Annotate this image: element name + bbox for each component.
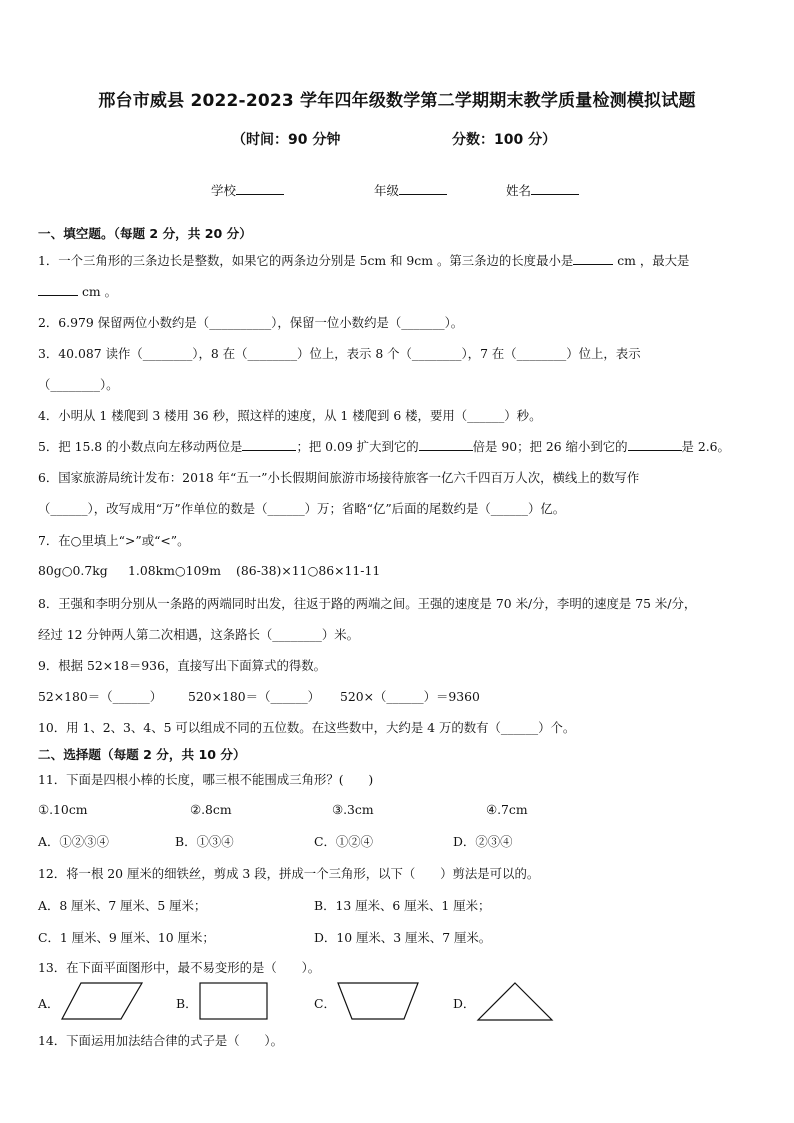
question-9: 9．根据 52×18＝936，直接写出下面算式的得数。 [38, 658, 327, 673]
q5-text-b: ；把 0.09 扩大到它的 [296, 439, 419, 454]
q13-option-b[interactable]: B． [176, 996, 198, 1011]
q5-blank-1[interactable] [242, 438, 296, 451]
question-10: 10．用 1、2、3、4、5 可以组成不同的五位数。在这些数中，大约是 4 万的数有（______）个。 [38, 720, 576, 735]
q5-blank-2[interactable] [419, 438, 473, 451]
question-6-line2: （______），改写成用“万”作单位的数是（______）万；省略“亿”后面的尾数约是（______）亿。 [38, 501, 566, 516]
q13-option-c[interactable]: C． [314, 996, 336, 1011]
q12-option-d[interactable]: D．10 厘米、3 厘米、7 厘米。 [314, 930, 492, 945]
trapezoid-shape [336, 981, 420, 1021]
question-12: 12．将一根 20 厘米的细铁丝，剪成 3 段，拼成一个三角形，以下（ ）剪法是可以的。 [38, 866, 540, 881]
name-field [506, 181, 579, 199]
question-7-item-b: 1.08km○109m [128, 563, 222, 578]
q12-option-b[interactable]: B．13 厘米、6 厘米、1 厘米； [314, 898, 491, 913]
q5-text-a: 5．把 15.8 的小数点向左移动两位是 [38, 439, 243, 454]
school-blank[interactable] [236, 182, 284, 195]
question-3-line1: 3．40.087 读作（________），8 在（________）位上，表示 8 个（________），7 在（________）位上，表示 [38, 346, 641, 361]
q12-option-a[interactable]: A．8 厘米、7 厘米、5 厘米； [38, 898, 207, 913]
question-7-item-a: 80g○0.7kg [38, 563, 108, 578]
q11-item-3: ③.3cm [332, 802, 374, 817]
q11-option-a[interactable]: A．①②③④ [38, 834, 109, 849]
rectangle-shape [198, 981, 270, 1021]
grade-blank[interactable] [399, 182, 447, 195]
question-1-line1 [38, 251, 689, 269]
school-label: 学校 [211, 183, 237, 198]
q1-text-c: cm 。 [78, 284, 117, 299]
q13-option-d[interactable]: D． [453, 996, 476, 1011]
q11-item-2: ②.8cm [190, 802, 232, 817]
q1-blank-max[interactable] [38, 283, 78, 296]
grade-label: 年级 [374, 183, 400, 198]
question-6-line1: 6．国家旅游局统计发布：2018 年“五一”小长假期间旅游市场接待旅客一亿六千四百万人次，横线上的数写作 [38, 470, 640, 485]
q11-option-d[interactable]: D．②③④ [453, 834, 513, 849]
question-8-line1: 8．王强和李明分别从一条路的两端同时出发，往返于路的两端之间。王强的速度是 70 米/分，李明的速度是 75 米/分， [38, 596, 697, 611]
q13-option-a[interactable]: A． [38, 996, 60, 1011]
question-2: 2．6.979 保留两位小数约是（__________），保留一位小数约是（_______）。 [38, 315, 464, 330]
exam-time: （时间：90 分钟 [232, 132, 341, 148]
q11-option-c[interactable]: C．①②④ [314, 834, 374, 849]
question-3-line2: （________）。 [38, 377, 119, 392]
section2-heading: 二、选择题（每题 2 分，共 10 分） [38, 747, 246, 762]
q1-text-a: 1．一个三角形的三条边长是整数，如果它的两条边分别是 5cm 和 9cm 。第三条边的长度最小是 [38, 253, 574, 268]
question-7: 7．在○里填上“>”或“<”。 [38, 533, 190, 548]
name-label: 姓名 [506, 183, 532, 198]
name-blank[interactable] [531, 182, 579, 195]
question-9-item-a: 52×180＝（______） [38, 689, 163, 704]
question-1-line2 [38, 282, 117, 300]
exam-score: 分数：100 分） [452, 132, 557, 148]
q11-item-4: ④.7cm [486, 802, 528, 817]
question-9-item-b: 520×180＝（______） [188, 689, 321, 704]
question-14: 14．下面运用加法结合律的式子是（ ）。 [38, 1033, 283, 1048]
q5-text-d: 是 2.6。 [681, 439, 730, 454]
q1-text-b: cm ，最大是 [613, 253, 690, 268]
grade-field [374, 181, 447, 199]
q11-item-1: ①.10cm [38, 802, 88, 817]
q12-option-c[interactable]: C．1 厘米、9 厘米、10 厘米； [38, 930, 215, 945]
q5-blank-3[interactable] [628, 438, 682, 451]
question-7-item-c: (86-38)×11○86×11-11 [236, 563, 381, 578]
question-8-line2: 经过 12 分钟两人第二次相遇，这条路长（________）米。 [38, 627, 360, 642]
question-4: 4．小明从 1 楼爬到 3 楼用 36 秒，照这样的速度，从 1 楼爬到 6 楼，要用（______）秒。 [38, 408, 542, 423]
question-13: 13．在下面平面图形中，最不易变形的是（ ）。 [38, 960, 321, 975]
question-11: 11．下面是四根小棒的长度，哪三根不能围成三角形？( ) [38, 772, 374, 787]
question-5 [38, 437, 730, 455]
exam-title: 邢台市威县 2022-2023 学年四年级数学第二学期期末教学质量检测模拟试题 [98, 91, 696, 111]
q11-option-b[interactable]: B．①③④ [175, 834, 234, 849]
q1-blank-min[interactable] [573, 252, 613, 265]
school-field [211, 181, 284, 199]
parallelogram-shape [60, 981, 144, 1021]
q5-text-c: 倍是 90；把 26 缩小到它的 [472, 439, 628, 454]
triangle-shape [475, 981, 555, 1023]
section1-heading: 一、填空题。（每题 2 分，共 20 分） [38, 226, 252, 241]
question-9-item-c: 520×（______）＝9360 [340, 689, 480, 704]
